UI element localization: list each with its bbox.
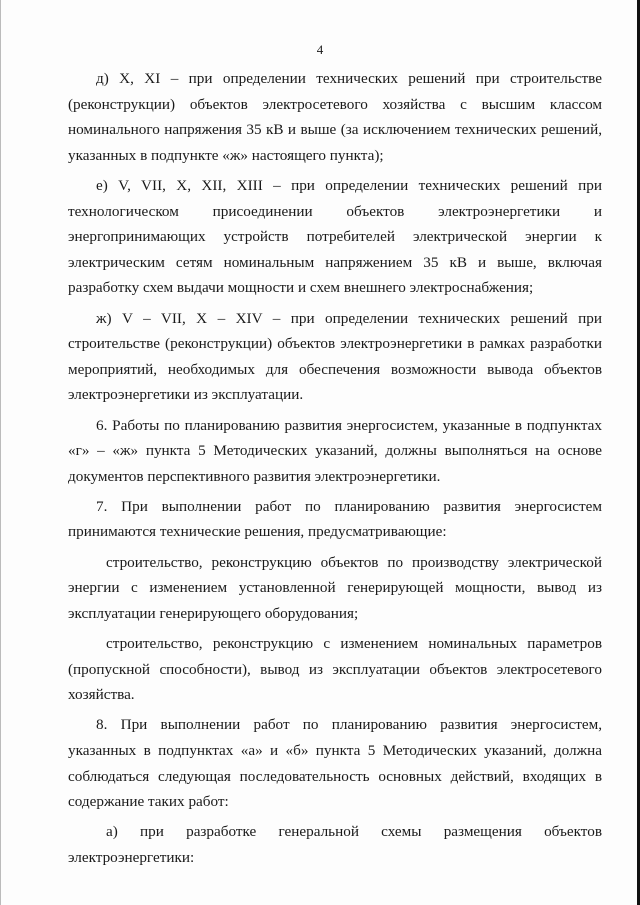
document-body: [68, 66, 602, 875]
paragraph-d: д) X, XI – при определении технических решений при строительстве (реконструкции) объектов электросетевого хозяйства с высшим классом номинального напряжения 35 кВ и выше (за исключением технических решений, указанных в подпункте «ж» настоящего пункта);: [68, 70, 602, 164]
paragraph-7-item-grid: строительство, реконструкцию с изменением номинальных параметров (пропускной способности), вывод из эксплуатации объектов электросетевого хозяйства.: [68, 635, 602, 704]
paragraph-8: 8. При выполнении работ по планированию развития энергосистем, указанных в подпунктах «а» и «б» пункта 5 Методических указаний, должна соблюдаться следующая последовательность основных действий, входящих в содержание таких работ:: [68, 716, 602, 811]
paragraph-8-a: а) при разработке генеральной схемы размещения объектов электроэнергетики:: [68, 823, 602, 866]
scan-edge-left: [0, 0, 1, 905]
paragraph-e: е) V, VII, X, XII, XIII – при определении технических решений при технологическом присоединении объектов электроэнергетики и энергопринимающих устройств потребителей электрической энергии к электрическим сетям номинальным напряжением 35 кВ и выше, включая разработку схем выдачи мощности и схем внешнего электроснабжения;: [68, 176, 602, 297]
page-number: 4: [316, 42, 324, 57]
paragraph-6: 6. Работы по планированию развития энергосистем, указанные в подпунктах «г» – «ж» пункта 5 Методических указаний, должны выполняться на основе документов перспективного развития электроэнергетики.: [68, 416, 602, 485]
paragraph-7: 7. При выполнении работ по планированию развития энергосистем принимаются технические решения, предусматривающие:: [68, 497, 602, 541]
paragraph-zh: ж) V – VII, X – XIV – при определении технических решений при строительстве (реконструкции) объектов электроэнергетики в рамках разработки мероприятий, необходимых для обеспечения возможности вывода объектов электроэнергетики из эксплуатации.: [68, 309, 602, 404]
paragraph-7-item-generation: строительство, реконструкцию объектов по производству электрической энергии с изменением установленной генерирующей мощности, вывод из эксплуатации генерирующего оборудования;: [68, 553, 602, 622]
